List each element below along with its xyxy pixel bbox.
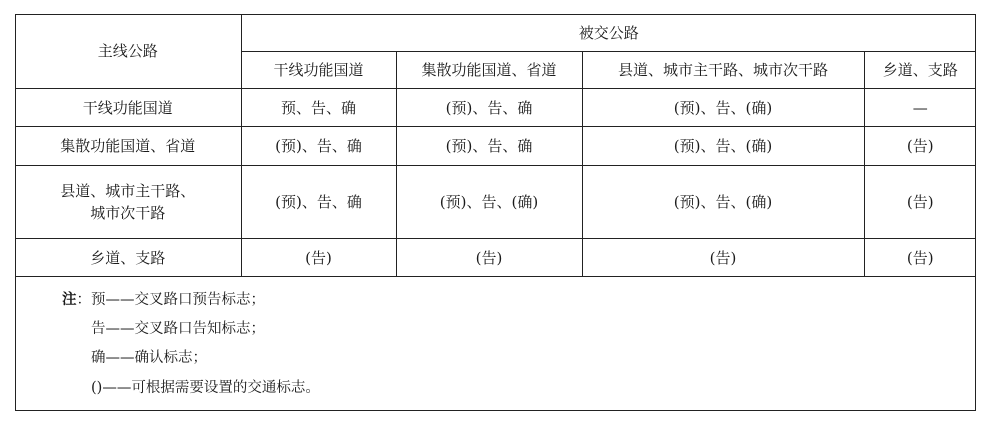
intersection-sign-table — [15, 14, 976, 277]
note-item — [62, 374, 320, 404]
table-cell: (预)、告、(确) — [396, 166, 582, 239]
table-cell: (告) — [864, 127, 976, 166]
table-cell: (预)、告、确 — [396, 89, 582, 127]
note-colon: ： — [76, 292, 91, 308]
table-row — [15, 127, 976, 166]
table-cell: (告) — [582, 239, 864, 277]
row-header-title: 主线公路 — [15, 14, 241, 89]
table-cell: (预)、告、确 — [396, 127, 582, 166]
note-item — [62, 344, 320, 374]
note-label: 注 — [62, 291, 77, 308]
table-row — [15, 166, 976, 239]
table-row — [15, 239, 976, 277]
table-cell: — — [864, 89, 976, 127]
column-header: 乡道、支路 — [864, 52, 976, 89]
table-cell: (预)、告、(确) — [582, 127, 864, 166]
table-cell: (预)、告、确 — [241, 166, 396, 239]
row-label-line: 县道、城市主干路、 — [60, 182, 196, 200]
table-cell: (告) — [396, 239, 582, 277]
note-text: 告——交叉路口告知标志； — [91, 320, 265, 337]
table-cell: (预)、告、确 — [241, 127, 396, 166]
table-cell: (告) — [864, 239, 976, 277]
row-label: 干线功能国道 — [15, 89, 241, 127]
row-label: 乡道、支路 — [15, 239, 241, 277]
table-cell: (预)、告、(确) — [582, 89, 864, 127]
notes — [62, 285, 320, 403]
table-cell: (告) — [864, 166, 976, 239]
note-text: ()——可根据需要设置的交通标志。 — [91, 379, 320, 396]
row-label: 集散功能国道、省道 — [15, 127, 241, 166]
table-cell: (预)、告、(确) — [582, 166, 864, 239]
column-header: 县道、城市主干路、城市次干路 — [582, 52, 864, 89]
table-row — [15, 89, 976, 127]
note-item — [62, 285, 320, 315]
note-item — [62, 315, 320, 345]
note-text: 确——确认标志； — [91, 350, 207, 366]
column-header: 干线功能国道 — [241, 52, 396, 89]
row-label — [15, 166, 241, 239]
note-text: 预——交叉路口预告标志； — [91, 292, 265, 308]
table-cell: 预、告、确 — [241, 89, 396, 127]
table-cell: (告) — [241, 239, 396, 277]
row-label-line: 城市次干路 — [90, 204, 166, 222]
column-group-title: 被交公路 — [241, 14, 976, 52]
column-header: 集散功能国道、省道 — [396, 52, 582, 89]
